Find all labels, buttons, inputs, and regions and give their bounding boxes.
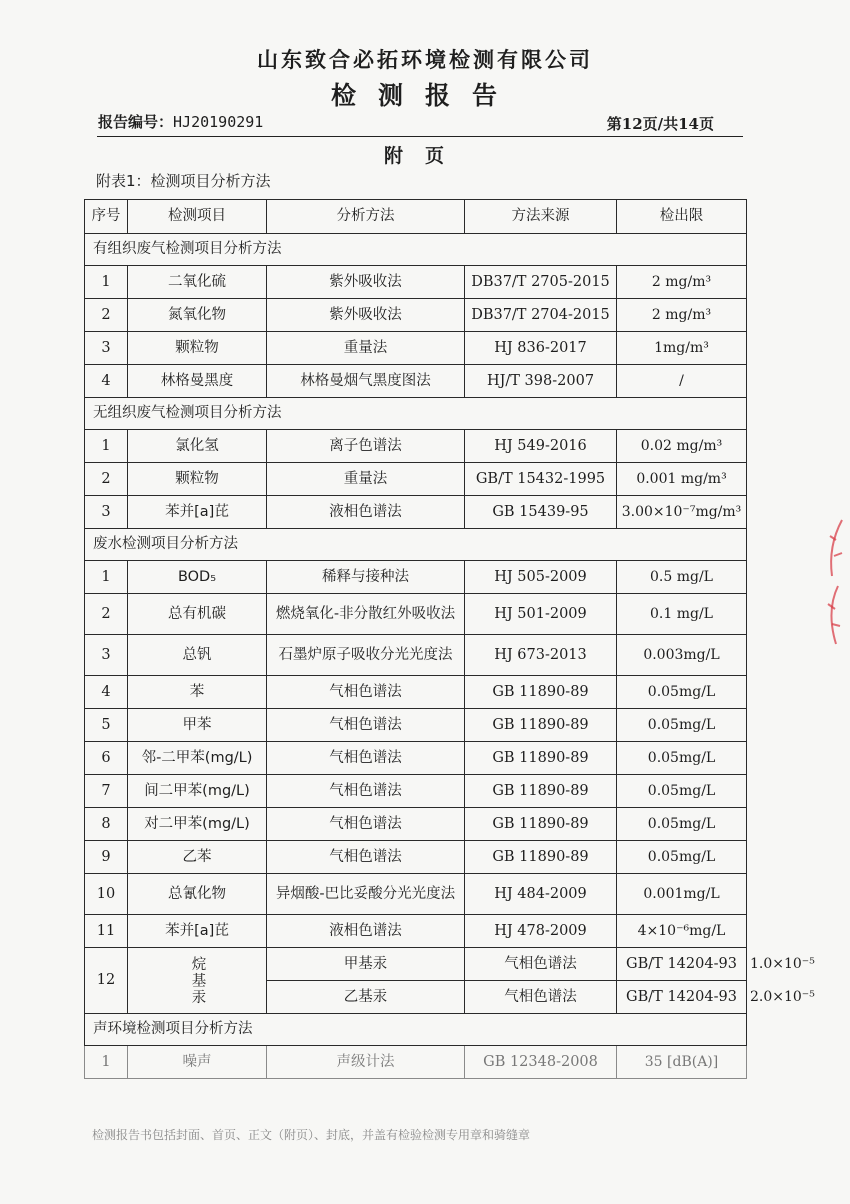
cell-item: 苯 [128, 676, 267, 709]
section-title: 有组织废气检测项目分析方法 [85, 234, 747, 266]
cell-source: GB/T 15432-1995 [465, 463, 617, 496]
cell-item: 间二甲苯(mg/L) [128, 775, 267, 808]
col-header-no: 序号 [85, 200, 128, 234]
col-header-source: 方法来源 [465, 200, 617, 234]
analysis-methods-table [84, 199, 815, 1079]
cell-item: 乙苯 [128, 841, 267, 874]
cell-limit: 0.1 mg/L [617, 594, 747, 635]
cell-item: 氮氧化物 [128, 299, 267, 332]
table-row [85, 299, 747, 332]
cell-limit: / [617, 365, 747, 398]
section-title: 废水检测项目分析方法 [85, 529, 747, 561]
table-row [85, 874, 747, 915]
cell-no: 2 [85, 299, 128, 332]
cell-limit: 0.02 mg/m³ [617, 430, 747, 463]
table-row [85, 635, 747, 676]
cell-no: 6 [85, 742, 128, 775]
cell-limit: 0.5 mg/L [617, 561, 747, 594]
cell-source: DB37/T 2705-2015 [465, 266, 617, 299]
cell-source: DB37/T 2704-2015 [465, 299, 617, 332]
table-row [85, 915, 747, 948]
section-title: 声环境检测项目分析方法 [85, 1014, 747, 1046]
cell-source: HJ 505-2009 [465, 561, 617, 594]
cell-no: 4 [85, 676, 128, 709]
cell-source: GB/T 14204-93 [617, 981, 747, 1014]
cell-no: 7 [85, 775, 128, 808]
cell-method: 紫外吸收法 [267, 266, 465, 299]
cell-item: 总氰化物 [128, 874, 267, 915]
table-body [85, 234, 815, 1079]
cell-item: 苯并[a]芘 [128, 496, 267, 529]
appendix-heading: 附页 [383, 145, 466, 167]
table-row [85, 841, 747, 874]
cell-limit: 0.05mg/L [617, 709, 747, 742]
table-row [85, 775, 747, 808]
cell-item: 甲苯 [128, 709, 267, 742]
seal-stroke [831, 586, 838, 644]
cell-no: 1 [85, 561, 128, 594]
seal-stroke [834, 553, 842, 556]
cell-source: GB 11890-89 [465, 841, 617, 874]
cell-source: HJ 478-2009 [465, 915, 617, 948]
cell-source: GB 11890-89 [465, 742, 617, 775]
cell-method: 紫外吸收法 [267, 299, 465, 332]
cell-method: 气相色谱法 [267, 709, 465, 742]
col-header-method: 分析方法 [267, 200, 465, 234]
cell-limit: 0.001mg/L [617, 874, 747, 915]
report-number [98, 111, 263, 132]
cell-item: BOD₅ [128, 561, 267, 594]
cell-limit: 4×10⁻⁶mg/L [617, 915, 747, 948]
cell-source: HJ 673-2013 [465, 635, 617, 676]
group-label-vertical: 烷基汞 [189, 955, 206, 1006]
cell-no: 3 [85, 496, 128, 529]
cell-limit: 0.05mg/L [617, 676, 747, 709]
cell-no: 1 [85, 1046, 128, 1079]
report-number-label: 报告编号： [98, 113, 174, 131]
seal-stroke [831, 520, 842, 576]
section-row [85, 529, 747, 561]
table-row [85, 266, 747, 299]
company-name: 山东致合必拓环境检测有限公司 [257, 48, 593, 72]
seal-stamp-edge [818, 516, 848, 656]
cell-item: 邻-二甲苯(mg/L) [128, 742, 267, 775]
cell-no: 4 [85, 365, 128, 398]
header-divider [97, 136, 743, 137]
cell-method: 气相色谱法 [267, 742, 465, 775]
cell-source: GB 11890-89 [465, 775, 617, 808]
cell-method: 气相色谱法 [267, 808, 465, 841]
cell-limit: 0.05mg/L [617, 742, 747, 775]
cell-method: 燃烧氧化-非分散红外吸收法 [267, 594, 465, 635]
cell-limit: 35 [dB(A)] [617, 1046, 747, 1079]
table-row [85, 1046, 747, 1079]
table-row: 12 烷基汞 甲基汞 气相色谱法 GB/T 14204-93 1.0×10⁻⁵ [85, 948, 747, 981]
cell-item: 总钒 [128, 635, 267, 676]
cell-method: 气相色谱法 [267, 676, 465, 709]
table-row: 乙基汞 气相色谱法 GB/T 14204-93 2.0×10⁻⁵ [85, 981, 747, 1014]
cell-method: 林格曼烟气黑度图法 [267, 365, 465, 398]
cell-method: 异烟酸-巴比妥酸分光光度法 [267, 874, 465, 915]
cell-limit: 0.05mg/L [617, 775, 747, 808]
cell-source: HJ 484-2009 [465, 874, 617, 915]
col-header-item: 检测项目 [128, 200, 267, 234]
table-row [85, 561, 747, 594]
cell-sub-item: 乙基汞 [267, 981, 465, 1014]
cell-method: 液相色谱法 [267, 496, 465, 529]
cell-limit: 0.001 mg/m³ [617, 463, 747, 496]
table-header-row [85, 200, 747, 234]
cell-no: 1 [85, 430, 128, 463]
cell-source: HJ 836-2017 [465, 332, 617, 365]
cell-no: 2 [85, 463, 128, 496]
cell-source: HJ/T 398-2007 [465, 365, 617, 398]
section-row [85, 1014, 747, 1046]
table-row [85, 365, 747, 398]
cell-no: 2 [85, 594, 128, 635]
cell-no: 1 [85, 266, 128, 299]
cell-no: 5 [85, 709, 128, 742]
table-row [85, 709, 747, 742]
cell-item: 苯并[a]芘 [128, 915, 267, 948]
cell-limit: 0.05mg/L [617, 808, 747, 841]
footer-note: 检测报告书包括封面、首页、正文（附页）、封底，并盖有检验检测专用章和骑缝章 [92, 1128, 531, 1142]
cell-no: 10 [85, 874, 128, 915]
table-caption: 附表1：检测项目分析方法 [96, 172, 271, 190]
cell-no: 3 [85, 332, 128, 365]
cell-method: 声级计法 [267, 1046, 465, 1079]
section-title: 无组织废气检测项目分析方法 [85, 398, 747, 430]
table-row [85, 496, 747, 529]
section-row [85, 398, 747, 430]
cell-limit: 0.003mg/L [617, 635, 747, 676]
cell-method: 气相色谱法 [267, 775, 465, 808]
table-row [85, 332, 747, 365]
cell-method: 石墨炉原子吸收分光光度法 [267, 635, 465, 676]
cell-no: 11 [85, 915, 128, 948]
cell-source: GB 11890-89 [465, 709, 617, 742]
cell-method: 重量法 [267, 332, 465, 365]
table-row [85, 808, 747, 841]
cell-limit: 1mg/m³ [617, 332, 747, 365]
cell-method: 气相色谱法 [465, 981, 617, 1014]
cell-sub-item: 甲基汞 [267, 948, 465, 981]
table-row [85, 430, 747, 463]
cell-method: 离子色谱法 [267, 430, 465, 463]
cell-item: 林格曼黑度 [128, 365, 267, 398]
col-header-limit: 检出限 [617, 200, 747, 234]
cell-source: GB 15439-95 [465, 496, 617, 529]
page-indicator: 第12页/共14页 [606, 115, 714, 133]
cell-item: 总有机碳 [128, 594, 267, 635]
cell-method: 气相色谱法 [267, 841, 465, 874]
cell-limit: 0.05mg/L [617, 841, 747, 874]
cell-source: GB 11890-89 [465, 808, 617, 841]
cell-source: HJ 549-2016 [465, 430, 617, 463]
cell-item: 二氧化硫 [128, 266, 267, 299]
cell-source: HJ 501-2009 [465, 594, 617, 635]
seal-stroke [832, 624, 840, 626]
cell-group-item [128, 948, 267, 1014]
cell-method: 液相色谱法 [267, 915, 465, 948]
cell-item: 氯化氢 [128, 430, 267, 463]
cell-method: 气相色谱法 [465, 948, 617, 981]
table-row [85, 594, 747, 635]
table-row [85, 463, 747, 496]
cell-no: 3 [85, 635, 128, 676]
cell-item: 噪声 [128, 1046, 267, 1079]
cell-no: 12 [85, 948, 128, 1014]
cell-limit: 2 mg/m³ [617, 299, 747, 332]
cell-source: GB/T 14204-93 [617, 948, 747, 981]
cell-no: 8 [85, 808, 128, 841]
table-row [85, 742, 747, 775]
section-row [85, 234, 747, 266]
cell-item: 颗粒物 [128, 332, 267, 365]
cell-method: 重量法 [267, 463, 465, 496]
cell-source: GB 11890-89 [465, 676, 617, 709]
report-title: 检测报告 [330, 81, 519, 110]
report-number-value: HJ20190291 [173, 113, 264, 131]
cell-item: 对二甲苯(mg/L) [128, 808, 267, 841]
cell-source: GB 12348-2008 [465, 1046, 617, 1079]
cell-limit: 3.00×10⁻⁷mg/m³ [617, 496, 747, 529]
cell-item: 颗粒物 [128, 463, 267, 496]
cell-limit: 2 mg/m³ [617, 266, 747, 299]
table-row [85, 676, 747, 709]
cell-method: 稀释与接种法 [267, 561, 465, 594]
cell-no: 9 [85, 841, 128, 874]
